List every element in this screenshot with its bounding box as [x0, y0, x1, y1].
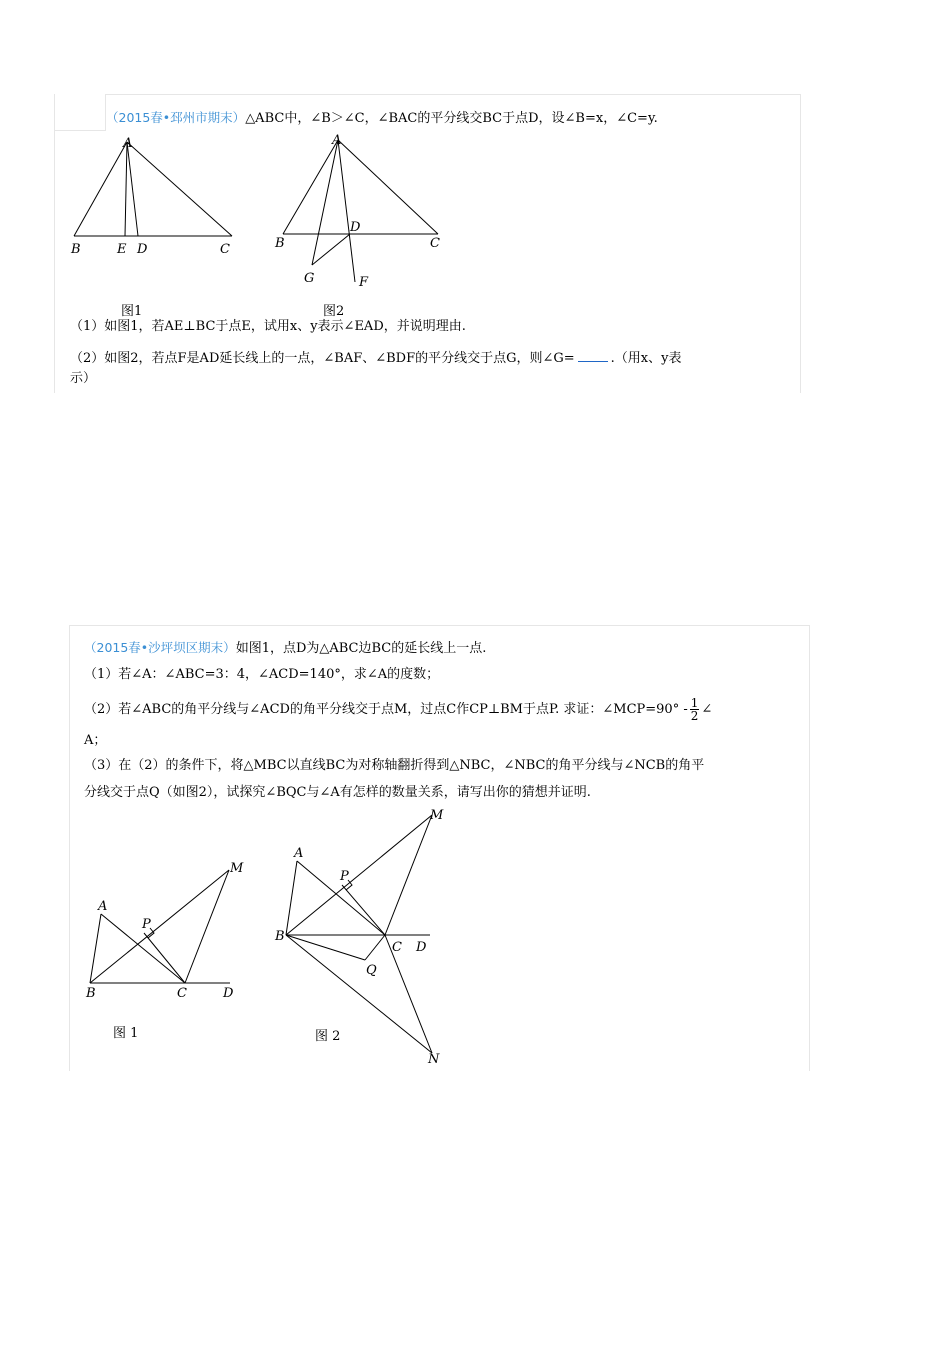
q1f2-label-c: C	[430, 236, 440, 251]
fraction-numerator: 1	[690, 696, 699, 710]
question-2-source[interactable]: （2015春•沙坪坝区期末）	[84, 640, 236, 655]
q2f1-segment-cp	[144, 933, 185, 983]
q1f2-label-f: F	[359, 275, 369, 290]
question-2-part-2	[84, 697, 712, 722]
q2f2-label-a: A	[294, 846, 304, 861]
one-half-fraction	[690, 697, 700, 722]
q1f1-label-c: C	[220, 242, 230, 257]
question-2-stem: 如图1，点D为△ABC边BC的延长线上一点.	[235, 641, 487, 656]
q1f1-segment-ae	[125, 142, 127, 236]
answer-blank[interactable]	[578, 347, 608, 362]
q2f2-label-b: B	[275, 929, 285, 944]
q1f1-label-e: E	[117, 242, 127, 257]
q2f1-segment-cm	[185, 870, 229, 983]
question-2-part-1: （1）若∠A：∠ABC=3：4，∠ACD=140°，求∠A的度数；	[84, 667, 440, 682]
q2f1-label-c: C	[177, 986, 187, 1001]
question-1-figure-1	[62, 132, 262, 322]
q1f1-label-d: D	[137, 242, 148, 257]
question-2-header	[84, 638, 486, 659]
q2f1-label-d: D	[223, 986, 234, 1001]
q1f1-segment-ab	[74, 142, 127, 236]
q2f2-label-m: M	[430, 808, 444, 823]
question-2-part-2-line-2: A；	[84, 733, 107, 748]
q2f2-segment-cq	[365, 935, 385, 960]
question-1-part-2-line-2: 示）	[70, 371, 97, 386]
question-1-part-1: （1）如图1，若AE⊥BC于点E，试用x、y表示∠EAD，并说明理由.	[70, 319, 466, 334]
q2f2-label-q: Q	[366, 963, 377, 978]
question-2-part-3-line-1: （3）在（2）的条件下，将△MBC以直线BC为对称轴翻折得到△NBC，∠NBC的角平分线与∠NCB的角平	[84, 758, 705, 773]
question-1-figure-2	[268, 130, 468, 320]
q2f2-label-n: N	[428, 1052, 440, 1067]
q2f1-segment-bm	[90, 870, 229, 983]
q2f2-segment-cm	[385, 815, 432, 935]
question-1-tab	[54, 94, 106, 131]
q2f2-label-p: P	[340, 869, 349, 884]
question-1-part-2-text: （2）如图2，若点F是AD延长线上的一点，∠BAF、∠BDF的平分线交于点G，则∠G=	[70, 351, 575, 366]
q2f2-label-c: C	[392, 940, 402, 955]
question-1-part-2	[70, 347, 681, 369]
question-2-figure-1	[80, 850, 270, 1050]
question-2-part-3-line-2: 分线交于点Q（如图2），试探究∠BQC与∠A有怎样的数量关系，请写出你的猜想并证明.	[84, 785, 591, 800]
q2f1-label-a: A	[98, 899, 108, 914]
q2f-segment-ab	[283, 140, 338, 234]
fraction-denominator: 2	[690, 709, 699, 723]
question-1-stem: △ABC中，∠B＞∠C，∠BAC的平分线交BC于点D，设∠B=x，∠C=y.	[245, 111, 658, 126]
q2f1-caption: 图 1	[113, 1026, 139, 1041]
q1f2-label-a: A	[332, 133, 342, 148]
question-2-part-2-text: （2）若∠ABC的角平分线与∠ACD的角平分线交于点M，过点C作CP⊥BM于点P. 求证：∠MCP=90° -	[84, 702, 688, 717]
q1f2-label-b: B	[275, 236, 285, 251]
question-1-source[interactable]: （2015春•邳州市期末）	[106, 110, 246, 125]
q2f2-segment-ab	[286, 861, 297, 935]
q2f2-segment-cp	[342, 885, 385, 935]
q2f-segment-ag	[312, 140, 338, 265]
q2f2-label-d: D	[416, 940, 427, 955]
question-1-header	[106, 108, 658, 129]
q1f2-caption: 图2	[323, 304, 345, 319]
q2f1-label-p: P	[142, 917, 151, 932]
q1f1-segment-ad	[127, 142, 138, 236]
q1f1-segment-ac	[127, 142, 232, 236]
q2f1-segment-ab	[90, 914, 101, 983]
q1f1-label-a: A	[123, 136, 133, 151]
q1f1-label-b: B	[71, 242, 81, 257]
q2f2-segment-bq	[286, 935, 365, 960]
q2f2-caption: 图 2	[315, 1029, 341, 1044]
q2f2-segment-bn	[286, 935, 432, 1053]
question-2-part-2-tail: ∠	[701, 702, 713, 717]
q1f2-label-d: D	[350, 220, 361, 235]
question-2-figure-2	[270, 805, 470, 1070]
q2f1-label-m: M	[230, 861, 244, 876]
q2f2-segment-bm	[286, 815, 432, 935]
q1f1-caption: 图1	[121, 304, 143, 319]
q2f-segment-af	[338, 140, 355, 282]
q1f2-label-g: G	[304, 271, 315, 286]
question-1-part-2-tail: .（用x、y表	[610, 351, 682, 366]
q2f1-label-b: B	[86, 986, 96, 1001]
